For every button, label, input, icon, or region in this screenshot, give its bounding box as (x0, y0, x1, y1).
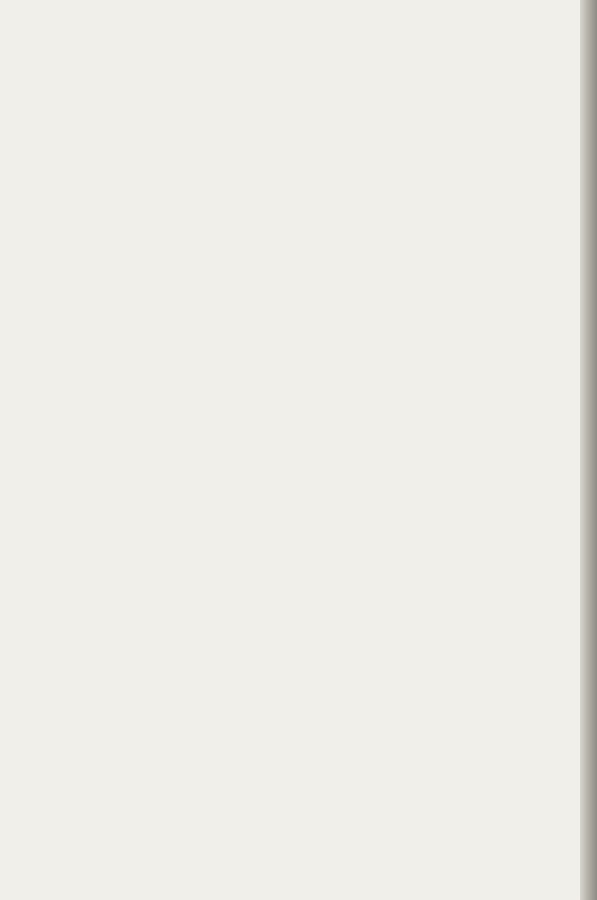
book-spine-shadow (580, 0, 597, 900)
running-head (19, 49, 534, 63)
